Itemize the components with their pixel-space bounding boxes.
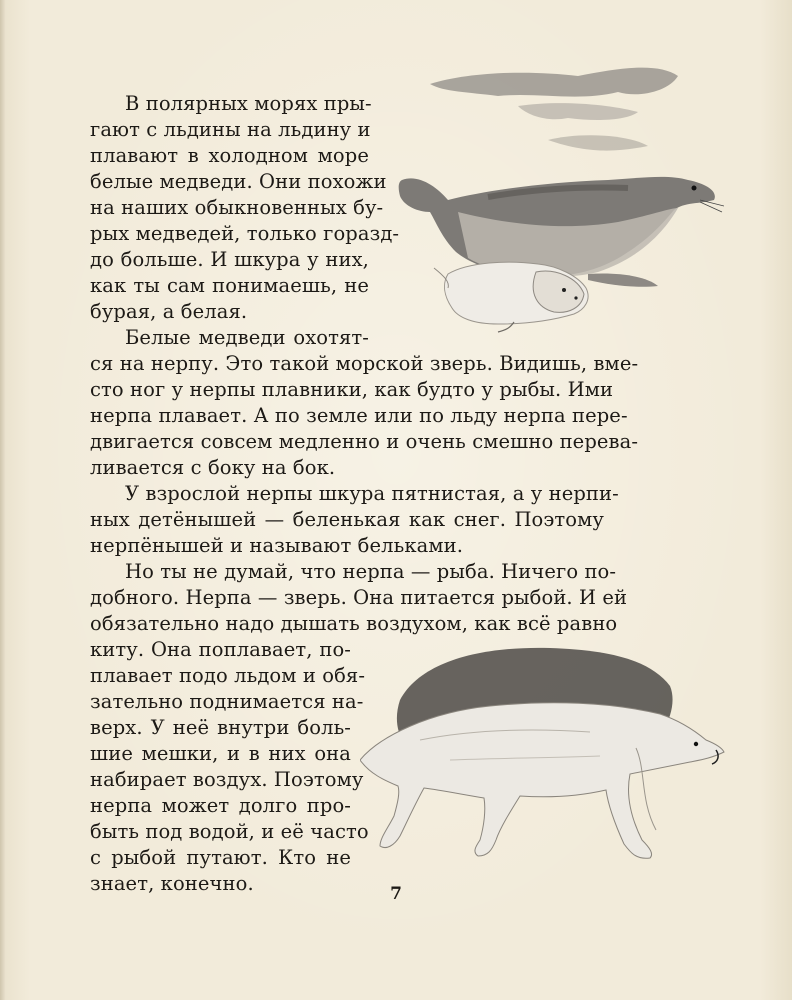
page-spine-shadow [0, 0, 6, 1000]
text-line: Белые медведи охотят- [125, 326, 369, 349]
text-line: как ты сам понимаешь, не [90, 274, 369, 297]
text-line: белые медведи. Они похожи [90, 170, 387, 193]
text-line: плавает подо льдом и обя- [90, 664, 366, 687]
text-line: гают с льдины на льдину и [90, 118, 371, 141]
text-line: плавают в холодном море [90, 144, 369, 167]
text-line: знает, конечно. [90, 872, 254, 895]
text-line: В полярных морях пры- [125, 92, 372, 115]
text-line: ся на нерпу. Это такой морской зверь. Видишь, вме- [90, 352, 639, 375]
polar-bear-illustration [360, 640, 730, 865]
text-line: У взрослой нерпы шкура пятнистая, а у нерпи- [125, 482, 619, 505]
text-line: шие мешки, и в них она [90, 742, 351, 765]
text-line: сто ног у нерпы плавники, как будто у рыбы. Ими [90, 378, 614, 401]
text-line: с рыбой путают. Кто не [90, 846, 351, 869]
text-line: до больше. И шкура у них, [90, 248, 369, 271]
text-line: киту. Она поплавает, по- [90, 638, 351, 661]
text-line: нерпа может долго про- [90, 794, 351, 817]
text-line: верх. У неё внутри боль- [90, 716, 351, 739]
text-line: нерпёнышей и называют бельками. [90, 534, 464, 557]
text-line: Но ты не думай, что нерпа — рыба. Ничего по- [125, 560, 617, 583]
text-line: быть под водой, и её часто [90, 820, 369, 843]
text-line: нерпа плавает. А по земле или по льду нерпа пере- [90, 404, 628, 427]
text-line: добного. Нерпа — зверь. Она питается рыбой. И ей [90, 586, 628, 609]
text-line: бурая, а белая. [90, 300, 248, 323]
text-line: набирает воздух. Поэтому [90, 768, 364, 791]
text-line: на наших обыкновенных бу- [90, 196, 384, 219]
text-line: ных детёнышей — беленькая как снег. Поэтому [90, 508, 604, 531]
text-line: ливается с боку на бок. [90, 456, 336, 479]
seal-illustration [378, 62, 724, 337]
text-line: зательно поднимается на- [90, 690, 364, 713]
text-line: двигается совсем медленно и очень смешно перева- [90, 430, 639, 453]
page-number: 7 [390, 884, 402, 904]
text-line: рых медведей, только горазд- [90, 222, 400, 245]
text-line: обязательно надо дышать воздухом, как всё равно [90, 612, 618, 635]
